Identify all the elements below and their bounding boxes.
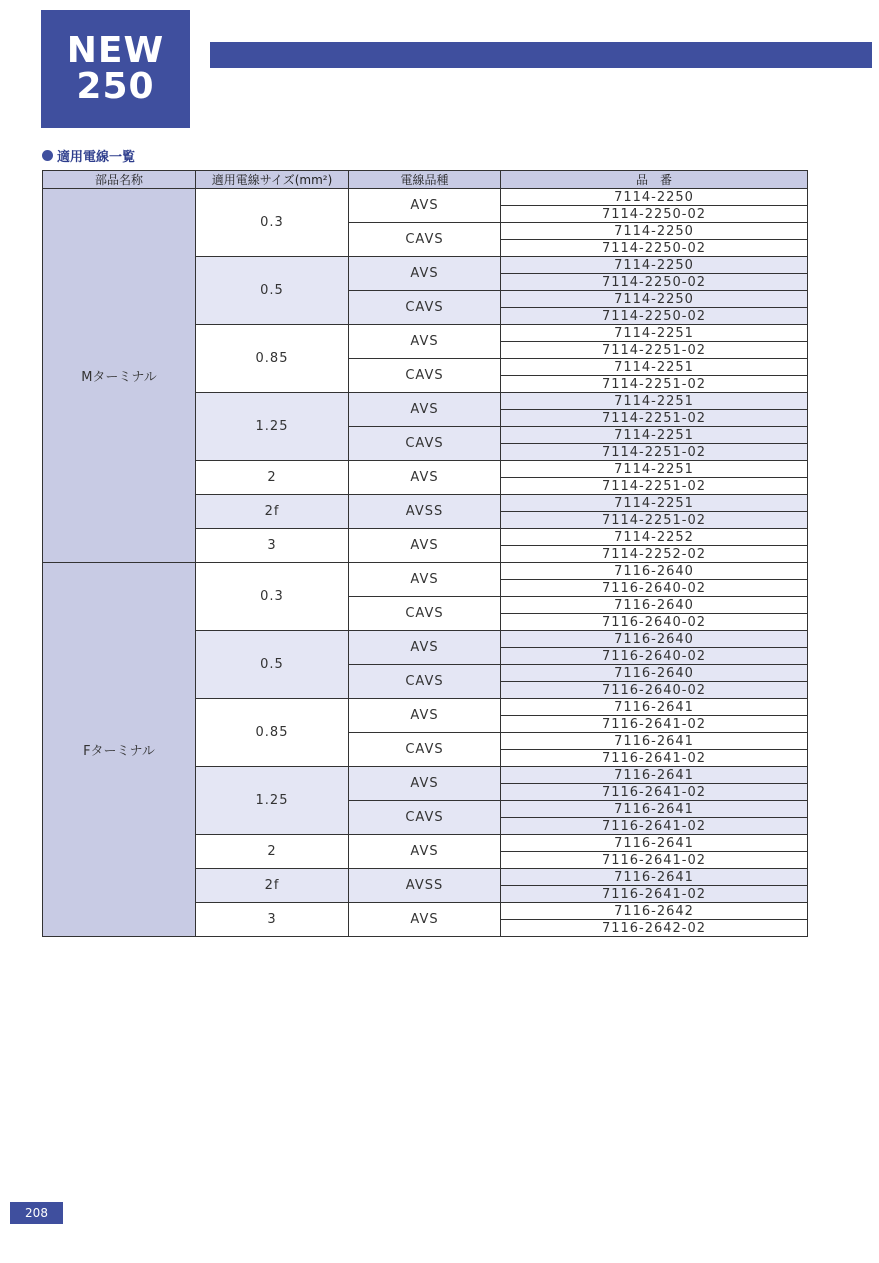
header-part-name: 部品名称 — [43, 171, 196, 189]
wire-size-cell: 1.25 — [196, 393, 349, 461]
part-number-cell: 7116-2641-02 — [501, 852, 808, 869]
wire-type-cell: CAVS — [349, 223, 501, 257]
logo-line-1: NEW — [66, 30, 165, 71]
wire-type-cell: AVS — [349, 835, 501, 869]
wire-type-cell: AVS — [349, 699, 501, 733]
wire-type-cell: AVSS — [349, 869, 501, 903]
wire-size-cell: 0.3 — [196, 563, 349, 631]
part-number-cell: 7116-2640 — [501, 665, 808, 682]
wire-size-cell: 2 — [196, 461, 349, 495]
part-number-cell: 7116-2640-02 — [501, 580, 808, 597]
wire-type-cell: AVS — [349, 767, 501, 801]
part-number-cell: 7116-2642 — [501, 903, 808, 920]
part-number-cell: 7116-2640 — [501, 563, 808, 580]
wire-size-cell: 2f — [196, 869, 349, 903]
part-number-cell: 7116-2641 — [501, 733, 808, 750]
part-number-cell: 7116-2641-02 — [501, 886, 808, 903]
part-number-cell: 7114-2251-02 — [501, 410, 808, 427]
part-number-cell: 7114-2251-02 — [501, 376, 808, 393]
part-number-cell: 7114-2250 — [501, 257, 808, 274]
part-number-cell: 7114-2251-02 — [501, 444, 808, 461]
part-number-cell: 7114-2251 — [501, 359, 808, 376]
header-wire-type: 電線品種 — [349, 171, 501, 189]
part-number-cell: 7114-2252 — [501, 529, 808, 546]
wire-size-cell: 3 — [196, 903, 349, 937]
part-number-cell: 7116-2640 — [501, 597, 808, 614]
table-body — [43, 189, 808, 937]
header-wire-size: 適用電線サイズ(mm²) — [196, 171, 349, 189]
page-number: 208 — [10, 1202, 63, 1224]
part-number-cell: 7114-2250 — [501, 223, 808, 240]
wire-type-cell: CAVS — [349, 359, 501, 393]
wire-type-cell: CAVS — [349, 427, 501, 461]
part-number-cell: 7116-2641-02 — [501, 750, 808, 767]
part-number-cell: 7116-2640 — [501, 631, 808, 648]
wire-type-cell: AVS — [349, 461, 501, 495]
part-number-cell: 7114-2252-02 — [501, 546, 808, 563]
part-number-cell: 7116-2642-02 — [501, 920, 808, 937]
wire-type-cell: AVSS — [349, 495, 501, 529]
part-number-cell: 7114-2251-02 — [501, 512, 808, 529]
header-bar — [210, 42, 872, 68]
part-number-cell: 7114-2251 — [501, 495, 808, 512]
part-number-cell: 7116-2641 — [501, 699, 808, 716]
part-number-cell: 7116-2641-02 — [501, 716, 808, 733]
wire-type-cell: AVS — [349, 393, 501, 427]
part-number-cell: 7114-2250-02 — [501, 240, 808, 257]
part-number-cell: 7114-2251-02 — [501, 478, 808, 495]
wire-size-cell: 1.25 — [196, 767, 349, 835]
wire-type-cell: AVS — [349, 631, 501, 665]
wire-size-cell: 0.85 — [196, 699, 349, 767]
part-number-cell: 7114-2251-02 — [501, 342, 808, 359]
wire-type-cell: AVS — [349, 189, 501, 223]
part-number-cell: 7116-2640-02 — [501, 648, 808, 665]
wire-size-cell: 2f — [196, 495, 349, 529]
wire-type-cell: CAVS — [349, 597, 501, 631]
wire-size-cell: 0.5 — [196, 257, 349, 325]
part-number-cell: 7114-2250-02 — [501, 274, 808, 291]
section-title-text: 適用電線一覧 — [57, 150, 136, 165]
wire-size-cell: 0.3 — [196, 189, 349, 257]
wire-type-cell: AVS — [349, 903, 501, 937]
part-number-cell: 7114-2251 — [501, 461, 808, 478]
part-number-cell: 7114-2251 — [501, 325, 808, 342]
part-number-cell: 7114-2250-02 — [501, 206, 808, 223]
part-number-cell: 7114-2250-02 — [501, 308, 808, 325]
part-number-cell: 7116-2641-02 — [501, 818, 808, 835]
part-number-cell: 7114-2251 — [501, 427, 808, 444]
wire-type-cell: AVS — [349, 563, 501, 597]
table-header-row — [43, 171, 808, 189]
part-name-cell: Mターミナル — [43, 189, 196, 563]
part-number-cell: 7116-2640-02 — [501, 682, 808, 699]
part-name-cell: Fターミナル — [43, 563, 196, 937]
wire-size-cell: 0.85 — [196, 325, 349, 393]
logo-line-2: 250 — [76, 66, 155, 107]
wire-spec-table — [42, 170, 808, 937]
part-number-cell: 7116-2641-02 — [501, 784, 808, 801]
table-row — [43, 189, 808, 206]
wire-type-cell: CAVS — [349, 801, 501, 835]
wire-type-cell: CAVS — [349, 665, 501, 699]
wire-size-cell: 2 — [196, 835, 349, 869]
wire-type-cell: AVS — [349, 325, 501, 359]
wire-type-cell: AVS — [349, 257, 501, 291]
wire-type-cell: CAVS — [349, 733, 501, 767]
wire-size-cell: 0.5 — [196, 631, 349, 699]
part-number-cell: 7114-2251 — [501, 393, 808, 410]
part-number-cell: 7114-2250 — [501, 189, 808, 206]
section-title — [42, 146, 135, 165]
header-part-number: 品 番 — [501, 171, 808, 189]
new-250-logo — [41, 10, 190, 128]
table-row — [43, 563, 808, 580]
wire-type-cell: AVS — [349, 529, 501, 563]
part-number-cell: 7114-2250 — [501, 291, 808, 308]
wire-size-cell: 3 — [196, 529, 349, 563]
part-number-cell: 7116-2640-02 — [501, 614, 808, 631]
bullet-icon — [42, 150, 53, 161]
part-number-cell: 7116-2641 — [501, 835, 808, 852]
wire-type-cell: CAVS — [349, 291, 501, 325]
part-number-cell: 7116-2641 — [501, 767, 808, 784]
part-number-cell: 7116-2641 — [501, 801, 808, 818]
part-number-cell: 7116-2641 — [501, 869, 808, 886]
